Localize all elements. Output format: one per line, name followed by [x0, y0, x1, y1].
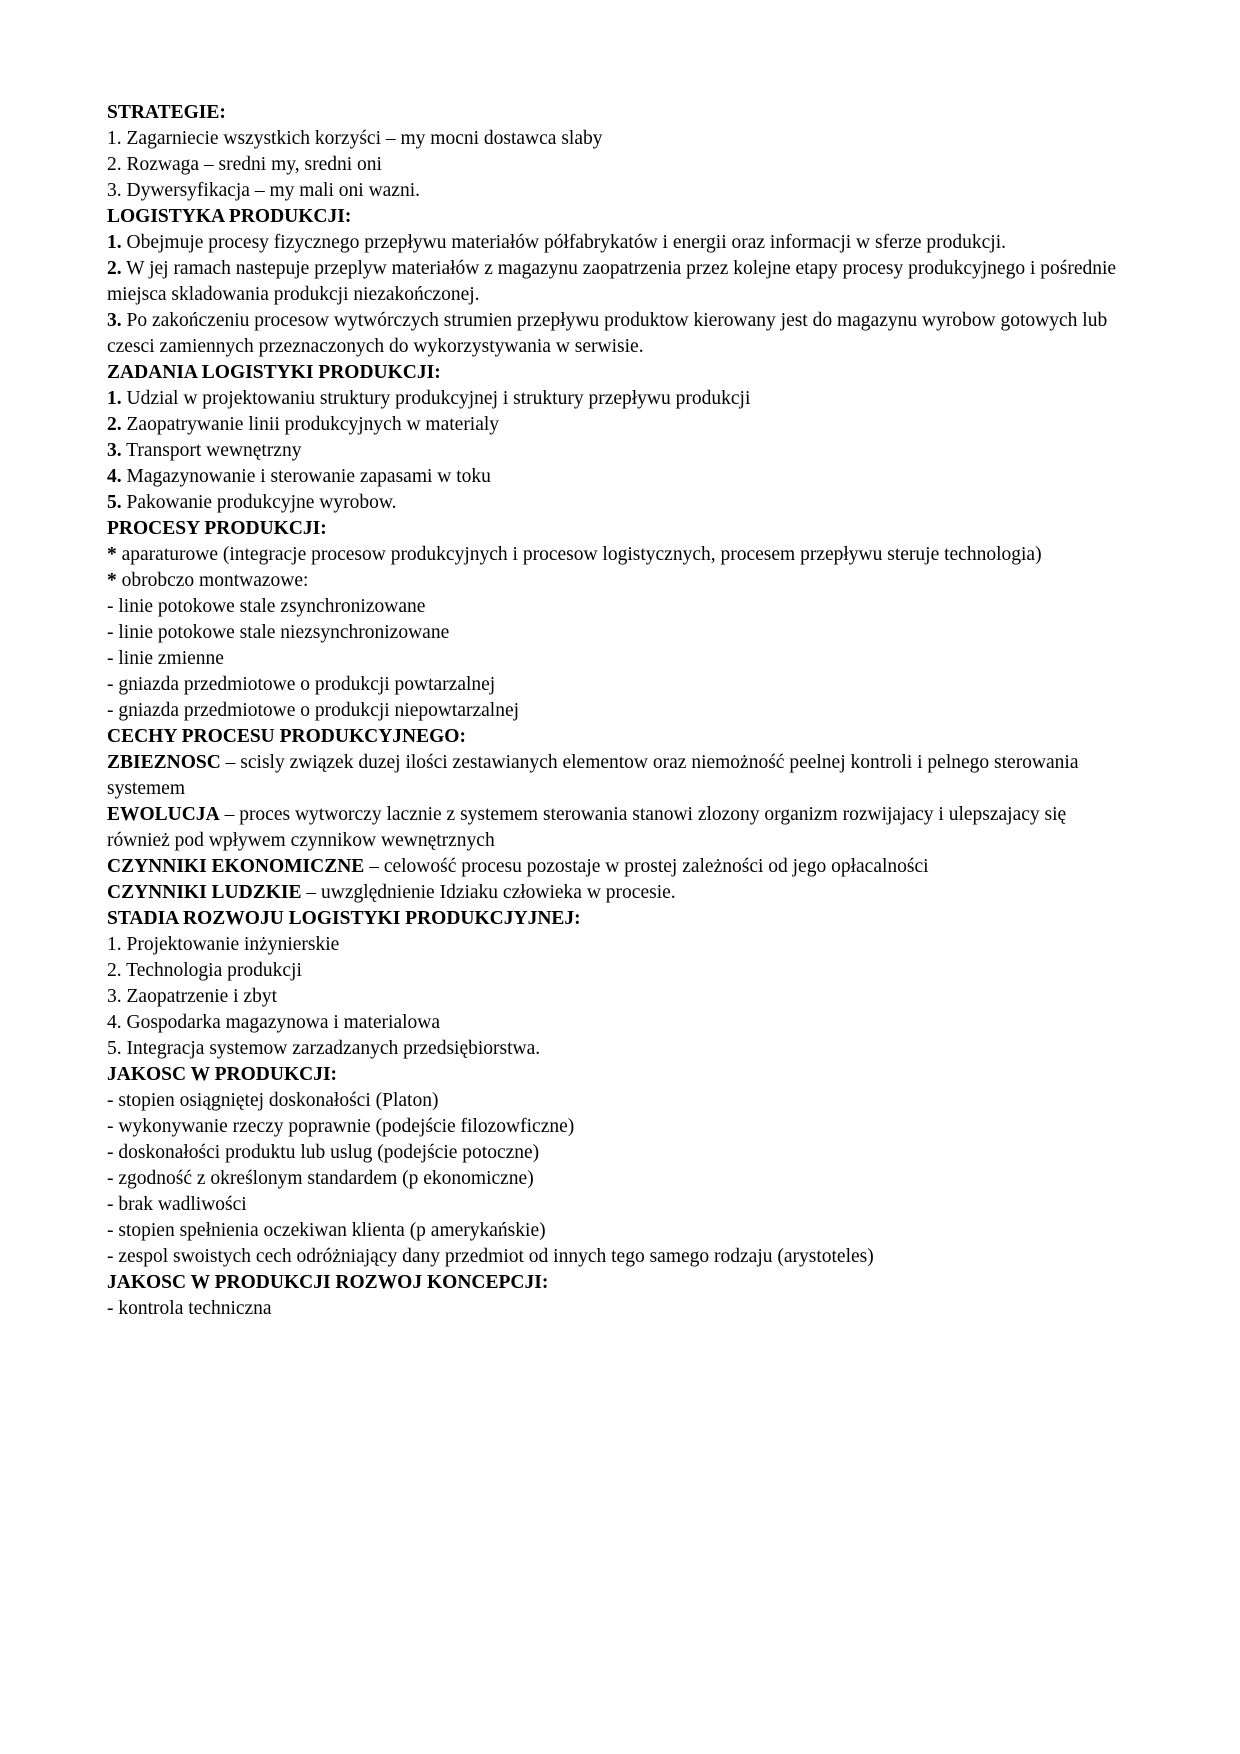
paragraph [107, 308, 1128, 360]
paragraph-bold-text: 3. [107, 310, 122, 331]
paragraph-text: - gniazda przedmiotowe o produkcji powtarzalnej [107, 674, 496, 695]
paragraph-text: Pakowanie produkcyjne wyrobow. [121, 492, 397, 513]
paragraph-bold-text: CZYNNIKI EKONOMICZNE [107, 856, 365, 877]
paragraph-bold-text: 1. [107, 388, 122, 409]
paragraph-bold-text: 2. [107, 414, 122, 435]
paragraph-bold-text: 4. [107, 466, 122, 487]
paragraph-text: – uwzględnienie Idziaku człowieka w procesie. [301, 882, 676, 903]
paragraph-text: - linie potokowe stale niezsynchronizowane [107, 622, 450, 643]
paragraph [107, 178, 1128, 204]
paragraph-text: – proces wytworczy lacznie z systemem sterowania stanowi zlozony organizm rozwijajacy i ulepszajacy się również pod wpływem czynnikow wewnętrznych [107, 804, 1067, 851]
paragraph [107, 1244, 1128, 1270]
paragraph-text: Po zakończeniu procesow wytwórczych strumien przepływu produktow kierowany jest do magazynu wyrobow gotowych lub czesci zamiennych przeznaczonych do wykorzystywania w serwisie. [107, 310, 1108, 357]
paragraph [107, 1192, 1128, 1218]
paragraph-text: - linie zmienne [107, 648, 224, 669]
paragraph [107, 1140, 1128, 1166]
paragraph-text: – scisly związek duzej ilości zestawianych elementow oraz niemożność peelnej kontroli i pelnego sterowania systemem [107, 752, 1079, 799]
paragraph [107, 1114, 1128, 1140]
paragraph-bold-text: * [107, 544, 117, 565]
paragraph-bold-text: CZYNNIKI LUDZKIE [107, 882, 302, 903]
paragraph [107, 1010, 1128, 1036]
paragraph-text: - gniazda przedmiotowe o produkcji niepowtarzalnej [107, 700, 520, 721]
paragraph [107, 230, 1128, 256]
paragraph [107, 1218, 1128, 1244]
paragraph [107, 464, 1128, 490]
paragraph-text: Udzial w projektowaniu struktury produkcyjnej i struktury przepływu produkcji [121, 388, 751, 409]
paragraph [107, 204, 1128, 230]
paragraph [107, 802, 1128, 854]
paragraph-text: - zespol swoistych cech odróżniający dany przedmiot od innych tego samego rodzaju (arystoteles) [107, 1246, 874, 1267]
paragraph-text: - brak wadliwości [107, 1194, 247, 1215]
paragraph-text: W jej ramach nastepuje przeplyw materiałów z magazynu zaopatrzenia przez kolejne etapy procesy produkcyjnego i pośrednie miejsca skladowania produkcji niezakończonej. [107, 258, 1117, 305]
paragraph-text: - zgodność z określonym standardem (p ekonomiczne) [107, 1168, 534, 1189]
paragraph-bold-text: ZADANIA LOGISTYKI PRODUKCJI: [107, 362, 441, 383]
paragraph [107, 490, 1128, 516]
paragraph [107, 620, 1128, 646]
paragraph-text: Magazynowanie i sterowanie zapasami w toku [121, 466, 491, 487]
paragraph [107, 100, 1128, 126]
paragraph [107, 906, 1128, 932]
paragraph [107, 1062, 1128, 1088]
paragraph [107, 386, 1128, 412]
paragraph [107, 152, 1128, 178]
paragraph [107, 984, 1128, 1010]
paragraph [107, 516, 1128, 542]
paragraph-bold-text: PROCESY PRODUKCJI: [107, 518, 327, 539]
paragraph-bold-text: JAKOSC W PRODUKCJI: [107, 1064, 338, 1085]
paragraph [107, 1166, 1128, 1192]
paragraph-bold-text: STRATEGIE: [107, 102, 226, 123]
paragraph [107, 438, 1128, 464]
paragraph [107, 750, 1128, 802]
paragraph-text: aparaturowe (integracje procesow produkcyjnych i procesow logistycznych, procesem przepływu steruje technologia) [116, 544, 1042, 565]
paragraph [107, 412, 1128, 438]
paragraph-text: 3. Zaopatrzenie i zbyt [107, 986, 278, 1007]
paragraph-bold-text: LOGISTYKA PRODUKCJI: [107, 206, 352, 227]
paragraph-bold-text: 1. [107, 232, 122, 253]
paragraph-bold-text: * [107, 570, 117, 591]
paragraph-text: - kontrola techniczna [107, 1298, 272, 1319]
paragraph-bold-text: EWOLUCJA [107, 804, 220, 825]
paragraph [107, 542, 1128, 568]
paragraph [107, 854, 1128, 880]
paragraph [107, 360, 1128, 386]
paragraph-bold-text: STADIA ROZWOJU LOGISTYKI PRODUKCJYJNEJ: [107, 908, 581, 929]
paragraph-text: - wykonywanie rzeczy poprawnie (podejście filozowficzne) [107, 1116, 575, 1137]
paragraph [107, 594, 1128, 620]
paragraph [107, 698, 1128, 724]
paragraph-text: – celowość procesu pozostaje w prostej zależności od jego opłacalności [364, 856, 929, 877]
paragraph-text: - stopien spełnienia oczekiwan klienta (p amerykańskie) [107, 1220, 546, 1241]
paragraph [107, 1270, 1128, 1296]
paragraph-text: - stopien osiągniętej doskonałości (Platon) [107, 1090, 439, 1111]
paragraph-text: 1. Zagarniecie wszystkich korzyści – my mocni dostawca slaby [107, 128, 603, 149]
paragraph-bold-text: ZBIEZNOSC [107, 752, 221, 773]
paragraph [107, 880, 1128, 906]
paragraph-bold-text: 2. [107, 258, 122, 279]
paragraph [107, 932, 1128, 958]
paragraph-text: 5. Integracja systemow zarzadzanych przedsiębiorstwa. [107, 1038, 541, 1059]
paragraph [107, 568, 1128, 594]
paragraph-text: 3. Dywersyfikacja – my mali oni wazni. [107, 180, 420, 201]
paragraph-text: obrobczo montwazowe: [116, 570, 309, 591]
paragraph-text: 4. Gospodarka magazynowa i materialowa [107, 1012, 441, 1033]
paragraph-text: Transport wewnętrzny [121, 440, 302, 461]
paragraph-text: 1. Projektowanie inżynierskie [107, 934, 340, 955]
paragraph [107, 256, 1128, 308]
paragraph [107, 126, 1128, 152]
paragraph-text: Zaopatrywanie linii produkcyjnych w materialy [121, 414, 500, 435]
document-content [107, 100, 1128, 1322]
paragraph-text: 2. Technologia produkcji [107, 960, 302, 981]
paragraph [107, 672, 1128, 698]
paragraph-bold-text: CECHY PROCESU PRODUKCYJNEGO: [107, 726, 466, 747]
paragraph [107, 1036, 1128, 1062]
paragraph-text: - linie potokowe stale zsynchronizowane [107, 596, 426, 617]
paragraph-text: Obejmuje procesy fizycznego przepływu materiałów półfabrykatów i energii oraz informacji w sferze produkcji. [121, 232, 1007, 253]
paragraph-text: 2. Rozwaga – sredni my, sredni oni [107, 154, 382, 175]
paragraph [107, 1088, 1128, 1114]
paragraph [107, 646, 1128, 672]
paragraph [107, 958, 1128, 984]
paragraph-text: - doskonałości produktu lub uslug (podejście potoczne) [107, 1142, 540, 1163]
paragraph-bold-text: 5. [107, 492, 122, 513]
paragraph [107, 1296, 1128, 1322]
paragraph-bold-text: JAKOSC W PRODUKCJI ROZWOJ KONCEPCJI: [107, 1272, 549, 1293]
paragraph [107, 724, 1128, 750]
paragraph-bold-text: 3. [107, 440, 122, 461]
